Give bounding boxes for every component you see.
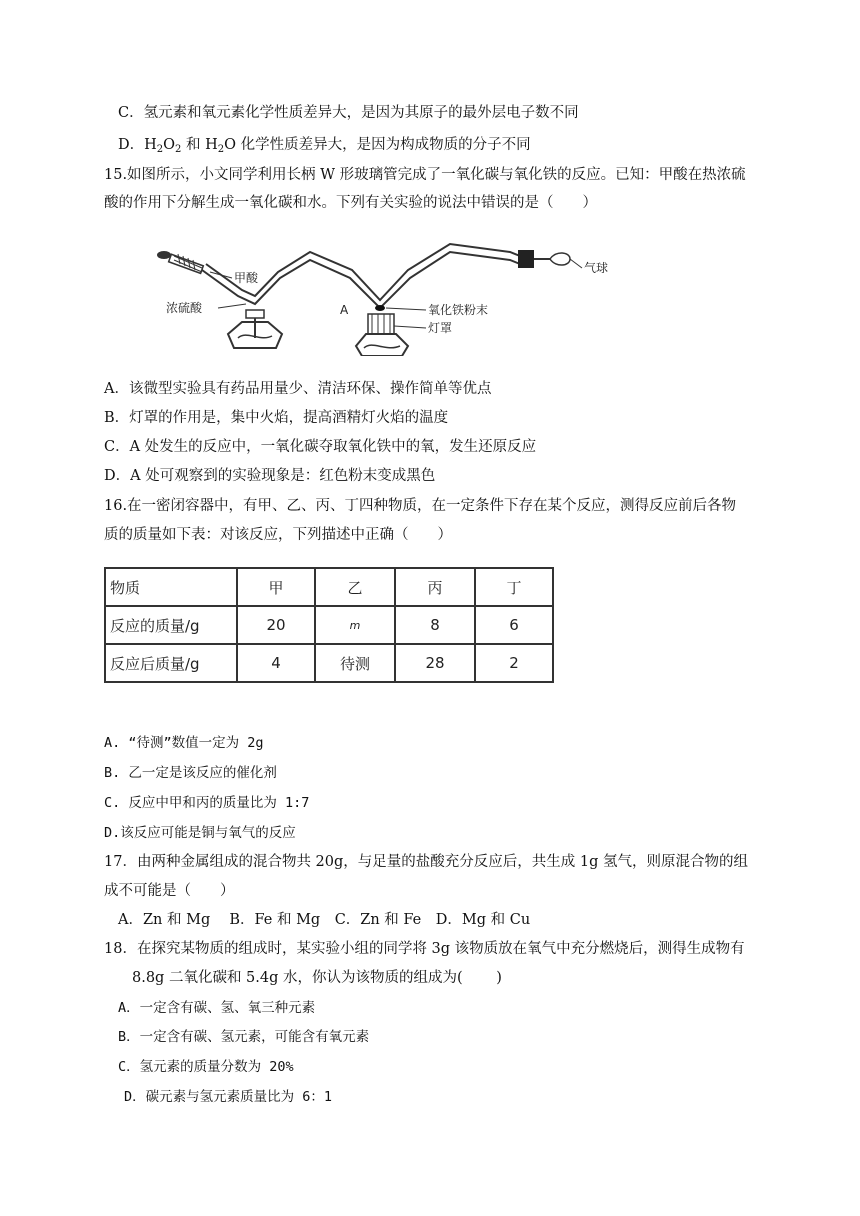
- alcohol-lamp-left: [228, 310, 282, 348]
- table-row-after: [105, 644, 553, 682]
- dropper-icon: [157, 251, 203, 273]
- q16-stem-line1: 16.在一密闭容器中，有甲、乙、丙、丁四种物质，在一定条件下存在某个反应，测得反应前后各物: [104, 498, 737, 514]
- q15-option-a: A．该微型实验具有药品用量少、清洁环保、操作简单等优点: [104, 381, 492, 397]
- table-header-ding: 丁: [475, 568, 553, 606]
- q18-option-a: A．一定含有碳、氢、氧三种元素: [118, 1000, 316, 1016]
- table-header-substance: 物质: [105, 568, 237, 606]
- w-tube-apparatus-figure: [150, 238, 630, 356]
- mass-table: [104, 567, 554, 683]
- q16-stem-line2: 质的质量如下表：对该反应，下列描述中正确（ ）: [104, 527, 452, 543]
- label-balloon: 气球: [584, 261, 609, 275]
- q16-option-c: C. 反应中甲和丙的质量比为 1:7: [104, 795, 310, 811]
- q16-option-b: B. 乙一定是该反应的催化剂: [104, 765, 277, 781]
- table-row-before: [105, 606, 553, 644]
- table-cell: 待测: [315, 644, 395, 682]
- q15-stem-line1: 15.如图所示，小文同学利用长柄 W 形玻璃管完成了一氧化碳与氧化铁的反应。已知：甲酸在热浓硫: [104, 167, 746, 183]
- label-formic-acid: 甲酸: [234, 271, 259, 285]
- q16-option-d: D.该反应可能是铜与氧气的反应: [104, 825, 296, 841]
- table-header-yi: 乙: [315, 568, 395, 606]
- q18-stem-line2: 8.8g 二氧化碳和 5.4g 水，你认为该物质的组成为( ): [132, 970, 502, 986]
- table-row-header: [105, 568, 553, 606]
- q15-option-c: C．A 处发生的反应中，一氧化碳夺取氧化铁中的氧，发生还原反应: [104, 439, 537, 455]
- alcohol-lamp-right-with-cover: [356, 314, 408, 356]
- balloon-icon: [550, 253, 570, 265]
- q14-option-d: D．$H_2O_2$ 和 $H_2O$ 化学性质差异大，是因为构成物质的分子不同: [118, 137, 531, 155]
- q14-option-c: C．氢元素和氧元素化学性质差异大，是因为其原子的最外层电子数不同: [118, 105, 579, 121]
- table-label-after: 反应后质量/g: [105, 644, 237, 682]
- label-lamp-cover: 灯罩: [428, 321, 453, 335]
- q15-option-d: D．A 处可观察到的实验现象是：红色粉末变成黑色: [104, 468, 436, 484]
- table-cell: 8: [395, 606, 475, 644]
- table-header-bing: 丙: [395, 568, 475, 606]
- q18-option-b: B．一定含有碳、氢元素，可能含有氧元素: [118, 1029, 370, 1045]
- q16-option-a: A. “待测”数值一定为 2g: [104, 735, 264, 751]
- q18-option-d: D．碳元素与氢元素质量比为 6：1: [124, 1089, 333, 1105]
- table-cell: 20: [237, 606, 315, 644]
- table-cell: 28: [395, 644, 475, 682]
- q17-options: A．Zn 和 Mg B．Fe 和 Mg C．Zn 和 Fe D．Mg 和 Cu: [118, 912, 531, 928]
- q15-stem-line2: 酸的作用下分解生成一氧化碳和水。下列有关实验的说法中错误的是（ ）: [104, 195, 597, 211]
- q18-stem-line1: 18．在探究某物质的组成时，某实验小组的同学将 3g 该物质放在氧气中充分燃烧后，测得生成物有: [104, 941, 745, 957]
- q15-option-b: B．灯罩的作用是，集中火焰，提高酒精灯火焰的温度: [104, 410, 449, 426]
- q17-stem-line2: 成不可能是（ ）: [104, 883, 235, 899]
- label-conc-sulfuric-acid: 浓硫酸: [166, 301, 203, 315]
- label-point-a: A: [340, 303, 349, 317]
- q18-option-c: C．氢元素的质量分数为 20%: [118, 1059, 294, 1075]
- table-header-jia: 甲: [237, 568, 315, 606]
- table-cell: 6: [475, 606, 553, 644]
- table-cell: 2: [475, 644, 553, 682]
- table-cell: 4: [237, 644, 315, 682]
- table-label-before: 反应的质量/g: [105, 606, 237, 644]
- q17-stem-line1: 17．由两种金属组成的混合物共 20g，与足量的盐酸充分反应后，共生成 1g 氢气，则原混合物的组: [104, 854, 749, 870]
- label-iron-oxide-powder: 氧化铁粉末: [428, 303, 489, 317]
- table-cell: m: [315, 606, 395, 644]
